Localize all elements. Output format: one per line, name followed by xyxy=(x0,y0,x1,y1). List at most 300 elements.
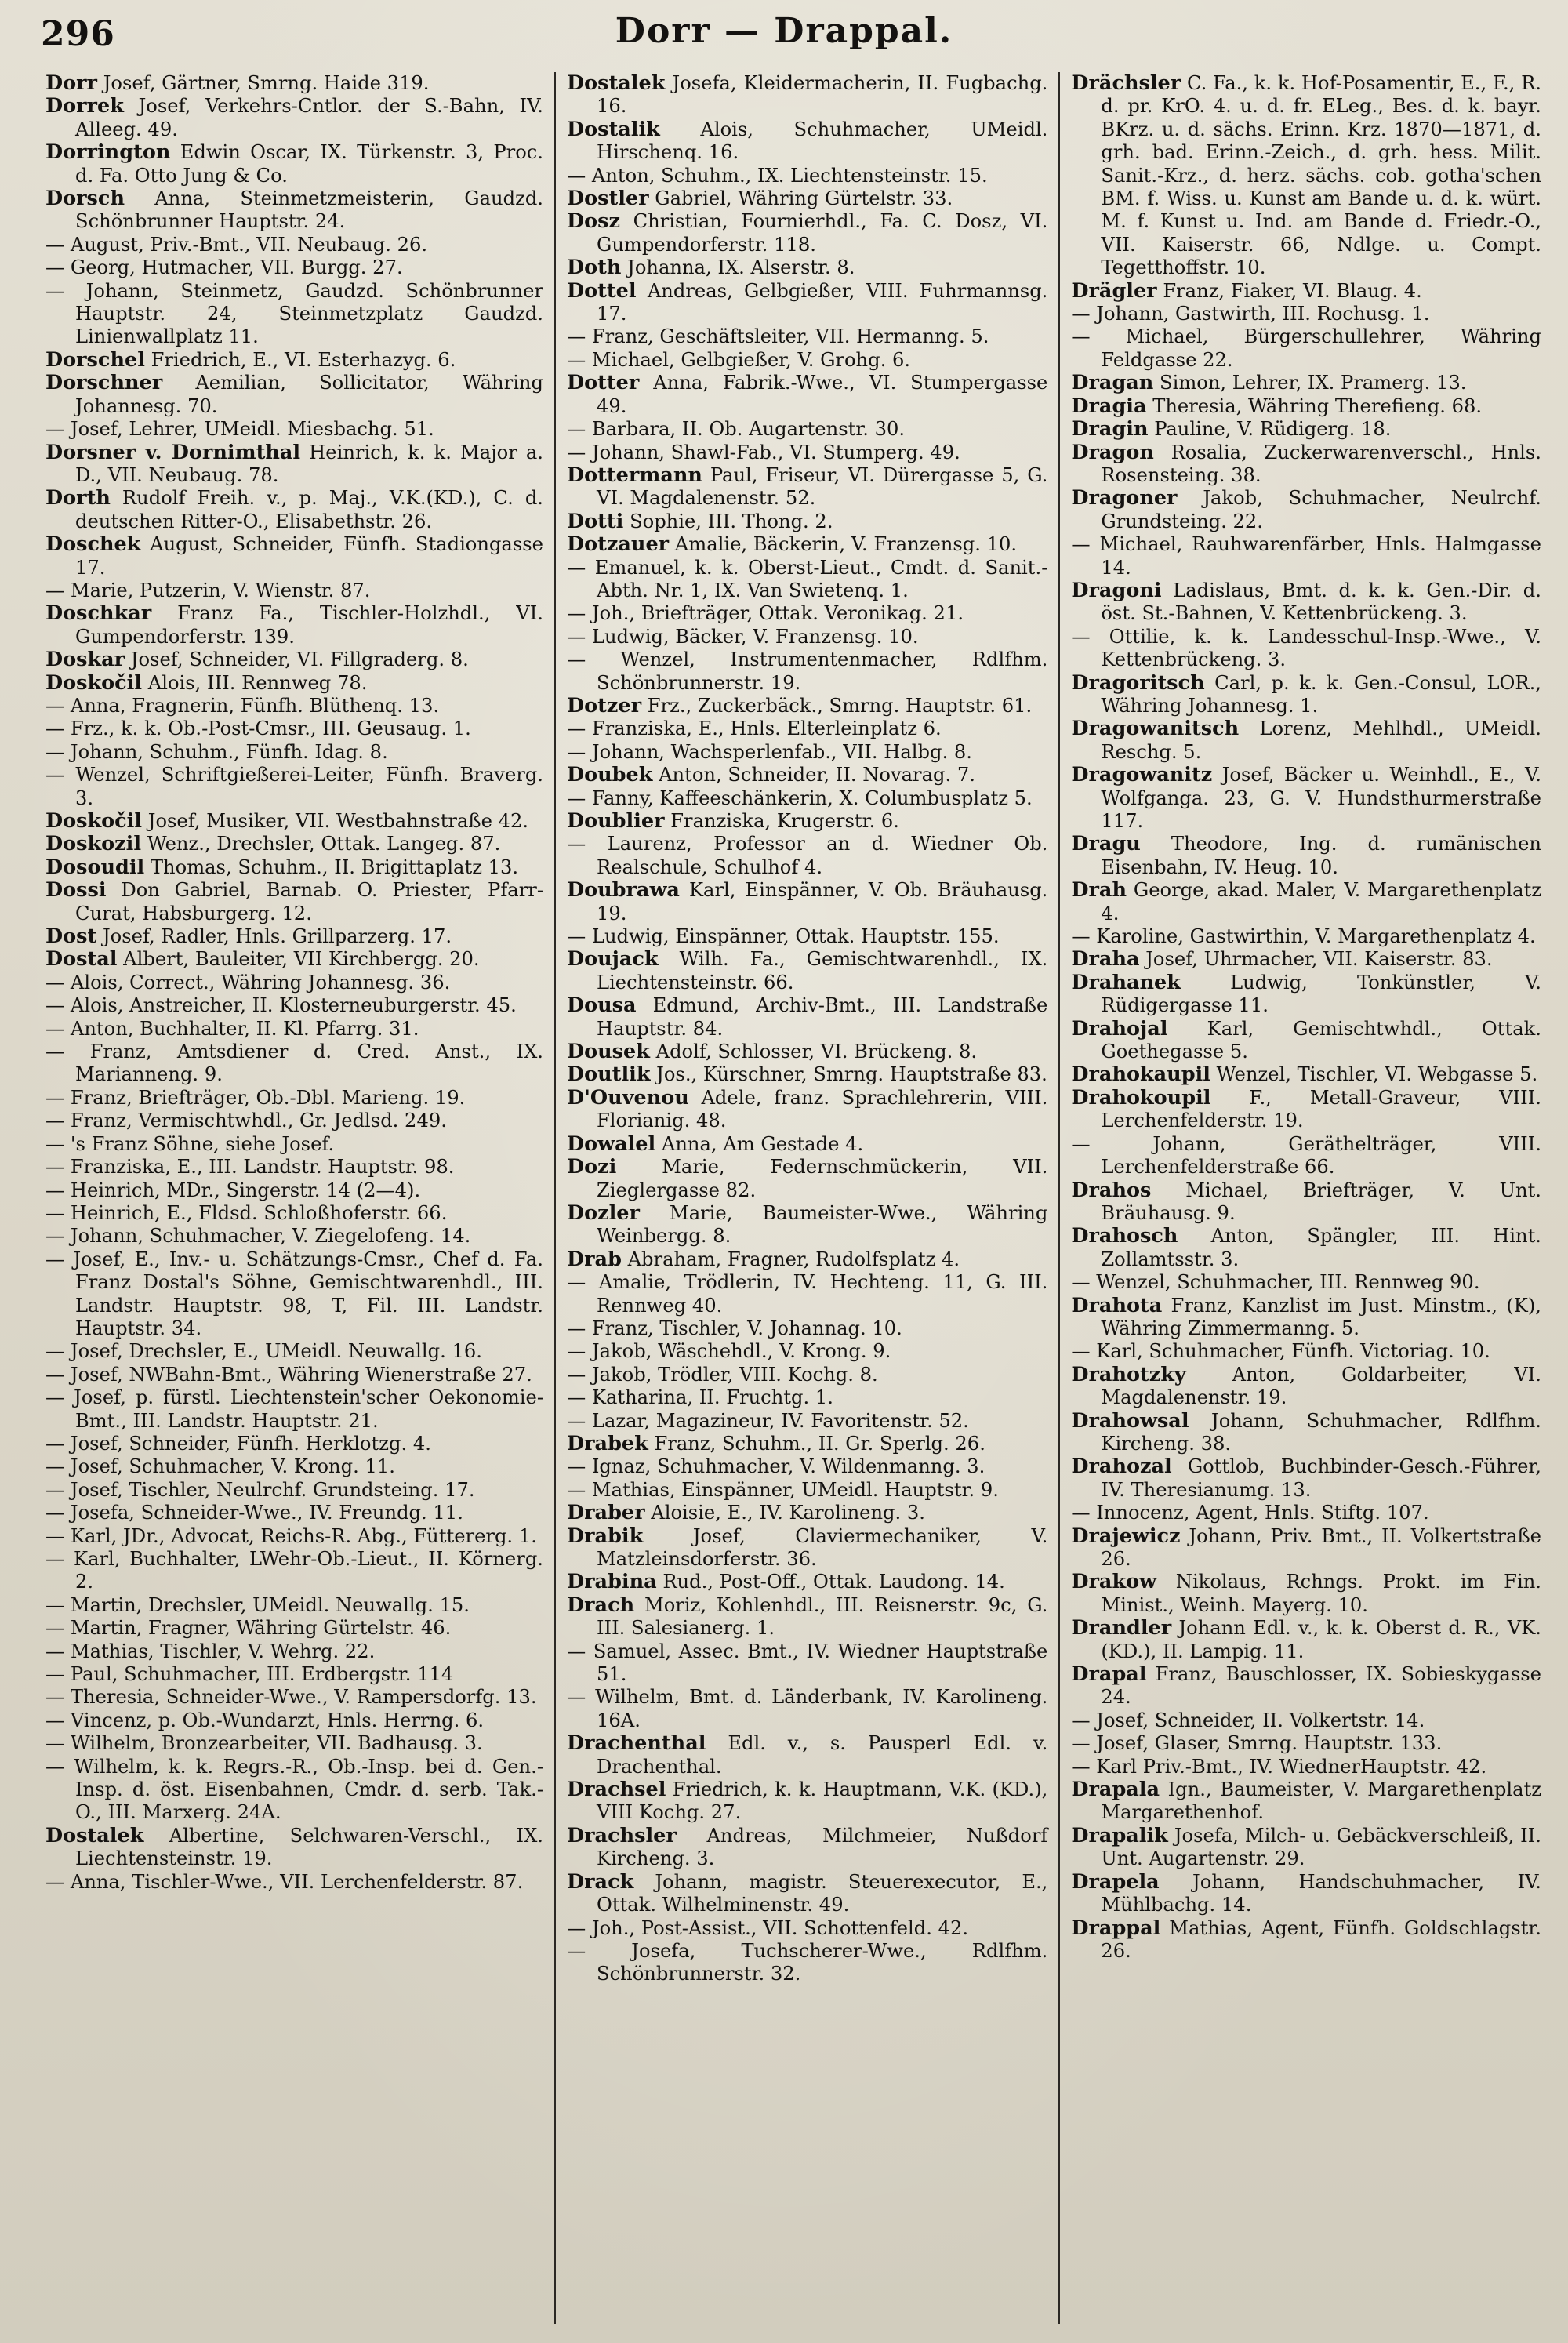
directory-entry xyxy=(567,165,1047,187)
entry-text: — Joh., Post-Assist., VII. Schottenfeld. 42. xyxy=(567,1916,969,1939)
entry-text: — Georg, Hutmacher, VII. Burgg. 27. xyxy=(45,256,403,279)
directory-entry xyxy=(45,1732,543,1755)
directory-entry xyxy=(567,1940,1047,1986)
page-number: 296 xyxy=(41,14,115,54)
entry-surname: Dostalik xyxy=(567,117,660,141)
column-2 xyxy=(554,72,1058,2324)
directory-entry xyxy=(45,234,543,256)
directory-entry xyxy=(567,948,1047,994)
directory-entry xyxy=(1071,672,1541,718)
entry-text: — Johann, Shawl-Fab., VI. Stumperg. 49. xyxy=(567,441,960,463)
directory-entry xyxy=(567,1594,1047,1640)
directory-entry xyxy=(567,879,1047,925)
directory-entry xyxy=(1071,1295,1541,1341)
entry-surname: Dorr xyxy=(45,72,97,95)
entry-text: — Franziska, E., III. Landstr. Hauptstr. 98. xyxy=(45,1156,455,1179)
directory-entry xyxy=(45,764,543,810)
directory-entry xyxy=(45,741,543,764)
directory-entry xyxy=(45,533,543,579)
entry-surname: Drächsler xyxy=(1071,72,1181,95)
entry-text: — Wenzel, Schuhmacher, III. Rennweg 90. xyxy=(1071,1271,1480,1294)
directory-entry xyxy=(567,1571,1047,1593)
entry-text: — Martin, Drechsler, UMeidl. Neuwallg. 15. xyxy=(45,1593,470,1616)
entry-surname: Dottermann xyxy=(567,463,702,487)
entry-text: Pauline, V. Rüdigerg. 18. xyxy=(1148,418,1392,441)
entry-text: — Wilhelm, k. k. Regrs.-R., Ob.-Insp. bei d. Gen.-Insp. d. öst. Eisenbahnen, Cmdr. d. serb. Tak.-O., III. Marxerg. 24A. xyxy=(45,1755,543,1824)
entry-text: — Emanuel, k. k. Oberst-Lieut., Cmdt. d. Sanit.-Abth. Nr. 1, IX. Van Swietenq. 1. xyxy=(567,556,1048,601)
entry-text: — 's Franz Söhne, siehe Josef. xyxy=(45,1132,335,1155)
entry-text: — Wilhelm, Bronzearbeiter, VII. Badhausg. 3. xyxy=(45,1732,483,1755)
directory-entry xyxy=(45,579,543,602)
directory-entry xyxy=(567,557,1047,603)
entry-surname: Drajewicz xyxy=(1071,1524,1181,1548)
entry-surname: Draha xyxy=(1071,947,1140,972)
directory-entry xyxy=(1071,372,1541,394)
entry-surname: Dragia xyxy=(1071,394,1147,418)
directory-entry xyxy=(45,1686,543,1709)
entry-surname: Doschkar xyxy=(45,601,152,626)
directory-entry xyxy=(1071,441,1541,488)
entry-text: Adele, franz. Sprachlehrerin, VIII. Florianig. 48. xyxy=(597,1086,1048,1132)
entry-text: C. Fa., k. k. Hof-Posamentir, E., F., R. d. pr. KrO. 4. u. d. fr. ELeg., Bes. d. k. bayr. BKrz. u. d. sächs. Erinn. Krz. 1870—1871, d. grh. bad. Erinn.-Zeich., d. grh. hess. Milit. Sanit.-Krz., d. herz. sächs. cob. gotha'schen BM. f. Wiss. u. Kunst am Bande u. d. k. würt. M. f. Kunst u. Ind. am Bande d. Friedr.-O., VII. Kaiserstr. 66, Ndlge. u. Compt. Tegetthoffstr. 10. xyxy=(1101,72,1541,279)
entry-surname: Dousa xyxy=(567,994,637,1018)
entry-text: Franz Fa., Tischler-Holzhdl., VI. Gumpendorferstr. 139. xyxy=(75,602,543,648)
entry-surname: Dotzauer xyxy=(567,532,670,557)
entry-text: — Mathias, Tischler, V. Wehrg. 22. xyxy=(45,1640,376,1662)
entry-text: — Johann, Gastwirth, III. Rochusg. 1. xyxy=(1071,303,1430,325)
entry-surname: Drahozal xyxy=(1071,1455,1172,1479)
entry-surname: Drahanek xyxy=(1071,970,1181,994)
entry-text: — Karl, JDr., Advocat, Reichs-R. Abg., Füttererg. 1. xyxy=(45,1524,537,1547)
directory-entry xyxy=(567,602,1047,625)
entry-text: Anton, Schneider, II. Novarag. 7. xyxy=(652,764,975,786)
directory-entry xyxy=(567,1386,1047,1409)
entry-surname: Dragu xyxy=(1071,832,1141,856)
entry-text: — Michael, Bürgerschullehrer, Währing Feldgasse 22. xyxy=(1071,325,1541,371)
entry-text: Theodore, Ing. d. rumänischen Eisenbahn, IV. Heug. 10. xyxy=(1101,833,1541,878)
entry-surname: Drahokoupil xyxy=(1071,1085,1211,1110)
directory-entry xyxy=(1071,879,1541,925)
directory-entry xyxy=(567,1433,1047,1455)
entry-text: Aloisie, E., IV. Karolineng. 3. xyxy=(644,1502,925,1524)
entry-text: — Anna, Fragnerin, Fünfh. Blüthenq. 13. xyxy=(45,694,440,717)
entry-surname: Dosz xyxy=(567,209,620,234)
entry-text: Josef, Claviermechaniker, V. Matzleinsdorferstr. 36. xyxy=(597,1524,1048,1570)
directory-entry xyxy=(1071,1410,1541,1456)
entry-text: Michael, Briefträger, V. Unt. Bräuhausg. 9. xyxy=(1101,1179,1541,1224)
entry-text: — Heinrich, E., Fldsd. Schloßhoferstr. 66. xyxy=(45,1201,448,1224)
directory-entry xyxy=(45,1179,543,1202)
entry-text: Josef, Musiker, VII. Westbahnstraße 42. xyxy=(142,810,529,832)
directory-entry xyxy=(45,1433,543,1455)
entry-surname: Dragowanitz xyxy=(1071,763,1213,787)
directory-entry xyxy=(45,602,543,648)
directory-entry xyxy=(1071,1087,1541,1133)
entry-surname: Drachsler xyxy=(567,1823,677,1847)
entry-text: Josefa, Kleidermacherin, II. Fugbachg. 16. xyxy=(597,72,1048,118)
entry-text: Simon, Lehrer, IX. Pramerg. 13. xyxy=(1153,372,1467,394)
entry-surname: Dorrek xyxy=(45,94,124,118)
entry-text: Theresia, Währing Therefieng. 68. xyxy=(1146,394,1483,417)
entry-text: Wenzel, Tischler, VI. Webgasse 5. xyxy=(1210,1063,1538,1086)
entry-text: August, Schneider, Fünfh. Stadiongasse 17. xyxy=(75,533,543,579)
entry-surname: Doth xyxy=(567,256,622,280)
directory-entry xyxy=(567,1732,1047,1778)
entry-text: — Karl Priv.-Bmt., IV. WiednerHauptstr. 42. xyxy=(1071,1755,1487,1778)
directory-entry xyxy=(45,925,543,948)
entry-text: — Anton, Buchhalter, II. Kl. Pfarrg. 31. xyxy=(45,1017,419,1040)
directory-entry xyxy=(1071,626,1541,672)
entry-text: Anton, Spängler, III. Hint. Zollamtsstr. 3. xyxy=(1101,1225,1541,1270)
directory-entry xyxy=(45,1502,543,1524)
entry-text: Aemilian, Sollicitator, Währing Johannesg. 70. xyxy=(75,372,543,417)
entry-surname: Doschek xyxy=(45,532,141,557)
directory-entry xyxy=(567,648,1047,695)
directory-entry xyxy=(567,925,1047,948)
directory-entry xyxy=(567,372,1047,418)
entry-text: Marie, Baumeister-Wwe., Währing Weinbergg. 8. xyxy=(597,1201,1048,1248)
directory-entry xyxy=(45,672,543,695)
directory-entry xyxy=(1071,72,1541,280)
entry-text: Ign., Baumeister, V. Margarethenplatz Margarethenhof. xyxy=(1101,1778,1541,1824)
entry-text: Wilh. Fa., Gemischtwarenhdl., IX. Liechtensteinstr. 66. xyxy=(597,948,1048,994)
directory-entry xyxy=(1071,325,1541,372)
entry-text: Edl. v., s. Pausperl Edl. v. Drachenthal. xyxy=(597,1732,1048,1778)
entry-surname: Drapalik xyxy=(1071,1823,1168,1847)
directory-entry xyxy=(45,1525,543,1548)
directory-entry xyxy=(567,1271,1047,1317)
entry-text: Johann Edl. v., k. k. Oberst d. R., VK. (KD.), II. Lampig. 11. xyxy=(1101,1617,1541,1662)
entry-text: Carl, p. k. k. Gen.-Consul, LOR., Währing Johannesg. 1. xyxy=(1101,671,1541,717)
entry-text: — Wenzel, Instrumentenmacher, Rdlfhm. Schönbrunnerstr. 19. xyxy=(567,648,1048,694)
entry-surname: Dossi xyxy=(45,878,107,903)
directory-entry xyxy=(1071,1871,1541,1917)
entry-surname: Drahowsal xyxy=(1071,1408,1189,1433)
entry-text: Anna, Steinmetzmeisterin, Gaudzd. Schönbrunner Hauptstr. 24. xyxy=(75,187,543,233)
directory-entry xyxy=(1071,1778,1541,1825)
entry-text: — Ignaz, Schuhmacher, V. Wildenmanng. 3. xyxy=(567,1455,985,1478)
entry-text: Alois, III. Rennweg 78. xyxy=(142,671,368,694)
entry-text: — Franz, Briefträger, Ob.-Dbl. Marieng. 19. xyxy=(45,1086,466,1109)
directory-entry xyxy=(567,1502,1047,1524)
entry-text: — Theresia, Schneider-Wwe., V. Rampersdorfg. 13. xyxy=(45,1686,537,1709)
entry-text: — Mathias, Einspänner, UMeidl. Hauptstr. 9. xyxy=(567,1478,999,1501)
directory-entry xyxy=(567,418,1047,441)
entry-text: Josefa, Milch- u. Gebäckverschleiß, II. Unt. Augartenstr. 29. xyxy=(1101,1824,1541,1870)
directory-entry xyxy=(45,280,543,349)
entry-text: — Joh., Briefträger, Ottak. Veronikag. 21. xyxy=(567,602,964,625)
entry-surname: Dorrington xyxy=(45,140,171,165)
entry-surname: Doubrawa xyxy=(567,878,680,903)
entry-text: Jos., Kürschner, Smrng. Hauptstraße 83. xyxy=(650,1063,1047,1086)
entry-surname: Dorth xyxy=(45,486,111,510)
directory-entry xyxy=(1071,1340,1541,1363)
entry-text: — Marie, Putzerin, V. Wienstr. 87. xyxy=(45,579,371,601)
directory-entry xyxy=(567,810,1047,833)
entry-surname: Dostler xyxy=(567,187,649,211)
directory-entry xyxy=(45,695,543,717)
entry-surname: Drahosch xyxy=(1071,1224,1178,1248)
directory-entry xyxy=(567,1455,1047,1478)
directory-entry xyxy=(1071,972,1541,1018)
entry-text: — Ludwig, Einspänner, Ottak. Hauptstr. 155. xyxy=(567,925,1000,948)
entry-surname: Drack xyxy=(567,1869,634,1894)
directory-entry xyxy=(45,1617,543,1640)
entry-surname: Draber xyxy=(567,1501,645,1525)
entry-surname: Drapela xyxy=(1071,1869,1160,1894)
entry-text: Josef, Verkehrs-Cntlor. der S.-Bahn, IV. Alleeg. 49. xyxy=(75,95,543,140)
entry-surname: Drahokaupil xyxy=(1071,1063,1210,1087)
directory-entry xyxy=(45,1594,543,1617)
directory-entry xyxy=(567,1041,1047,1063)
directory-entry xyxy=(1071,533,1541,579)
entry-text: — Anton, Schuhm., IX. Liechtensteinstr. 15. xyxy=(567,164,988,187)
directory-entry xyxy=(1071,1571,1541,1617)
directory-entry xyxy=(567,280,1047,326)
entry-text: Rud., Post-Off., Ottak. Laudong. 14. xyxy=(656,1571,1005,1593)
entry-text: Johanna, IX. Alserstr. 8. xyxy=(621,256,855,279)
directory-entry xyxy=(1071,764,1541,833)
entry-surname: Dragon xyxy=(1071,440,1154,464)
entry-text: — Franz, Geschäftsleiter, VII. Hermanng. 5. xyxy=(567,325,989,348)
directory-entry xyxy=(567,1640,1047,1687)
entry-surname: Doskočil xyxy=(45,670,143,695)
directory-entry xyxy=(567,1525,1047,1571)
entry-surname: Dozler xyxy=(567,1201,640,1225)
entry-text: — Alois, Correct., Währing Johannesg. 36. xyxy=(45,971,451,994)
directory-entry xyxy=(45,1340,543,1363)
entry-surname: Dorschner xyxy=(45,371,163,395)
directory-entry xyxy=(45,1087,543,1110)
entry-surname: Drahotzky xyxy=(1071,1362,1186,1386)
entry-text: — Katharina, II. Fruchtg. 1. xyxy=(567,1386,833,1409)
entry-text: Adolf, Schlosser, VI. Brückeng. 8. xyxy=(649,1041,978,1063)
entry-text: — Wenzel, Schriftgießerei-Leiter, Fünfh. Braverg. 3. xyxy=(45,764,543,809)
directory-entry xyxy=(1071,1502,1541,1524)
directory-entry xyxy=(567,1087,1047,1133)
directory-entry xyxy=(45,1663,543,1686)
entry-text: Albert, Bauleiter, VII Kirchbergg. 20. xyxy=(117,948,480,971)
entry-text: Nikolaus, Rchngs. Prokt. im Fin. Minist., Weinh. Mayerg. 10. xyxy=(1101,1571,1541,1616)
entry-text: — Ottilie, k. k. Landesschul-Insp.-Wwe., V. Kettenbrückeng. 3. xyxy=(1071,625,1541,671)
entry-text: Johann, Schuhmacher, Rdlfhm. Kircheng. 38. xyxy=(1101,1409,1541,1455)
entry-surname: Dottel xyxy=(567,278,637,303)
entry-text: — Johann, Steinmetz, Gaudzd. Schönbrunner Hauptstr. 24, Steinmetzplatz Gaudzd. Linienwallplatz 11. xyxy=(45,279,543,348)
entry-text: Franz, Schuhm., II. Gr. Sperlg. 26. xyxy=(648,1432,985,1455)
directory-entry xyxy=(567,464,1047,510)
directory-entry xyxy=(1071,1825,1541,1871)
directory-entry xyxy=(45,95,543,141)
entry-surname: Drägler xyxy=(1071,278,1157,303)
entry-text: — Barbara, II. Ob. Augartenstr. 30. xyxy=(567,418,906,441)
entry-text: Ladislaus, Bmt. d. k. k. Gen.-Dir. d. öst. St.-Bahnen, V. Kettenbrückeng. 3. xyxy=(1101,579,1541,625)
entry-text: Franziska, Krugerstr. 6. xyxy=(664,810,899,832)
entry-text: — Samuel, Assec. Bmt., IV. Wiedner Hauptstraße 51. xyxy=(567,1640,1048,1686)
directory-entry xyxy=(45,948,543,971)
entry-surname: Dragan xyxy=(1071,371,1154,395)
entry-surname: Dotter xyxy=(567,371,640,395)
entry-surname: Dotzer xyxy=(567,693,642,717)
directory-entry xyxy=(1071,717,1541,764)
entry-surname: Drakow xyxy=(1071,1570,1157,1594)
directory-entry xyxy=(1071,1271,1541,1294)
entry-surname: Drachsel xyxy=(567,1778,666,1802)
entry-text: — Josef, Lehrer, UMeidl. Miesbachg. 51. xyxy=(45,418,434,441)
entry-surname: Drahota xyxy=(1071,1293,1163,1317)
entry-text: — Lazar, Magazineur, IV. Favoritenstr. 52. xyxy=(567,1409,969,1432)
directory-entry xyxy=(1071,280,1541,303)
directory-entry xyxy=(45,141,543,187)
directory-entry xyxy=(567,1248,1047,1271)
entry-surname: Doskar xyxy=(45,648,125,672)
entry-surname: Dragoritsch xyxy=(1071,670,1205,695)
entry-text: Friedrich, k. k. Hauptmann, V.K. (KD.), VIII Kochg. 27. xyxy=(597,1778,1048,1824)
directory-entry xyxy=(1071,579,1541,626)
directory-entry xyxy=(45,1479,543,1502)
entry-text: Andreas, Milchmeier, Nußdorf Kircheng. 3. xyxy=(597,1824,1048,1870)
entry-surname: Dostal xyxy=(45,947,118,972)
directory-entry xyxy=(567,695,1047,717)
entry-text: — Josefa, Tuchscherer-Wwe., Rdlfhm. Schönbrunnerstr. 32. xyxy=(567,1939,1048,1985)
entry-surname: Drach xyxy=(567,1593,635,1617)
entry-text: Moriz, Kohlenhdl., III. Reisnerstr. 9c, G. III. Salesianerg. 1. xyxy=(597,1593,1048,1640)
entry-text: Friedrich, E., VI. Esterhazyg. 6. xyxy=(144,348,456,371)
entry-text: Rudolf Freih. v., p. Maj., V.K.(KD.), C. d. deutschen Ritter-O., Elisabethstr. 26. xyxy=(75,487,543,532)
directory-entry xyxy=(1071,925,1541,948)
entry-surname: Dost xyxy=(45,924,97,949)
entry-text: Mathias, Agent, Fünfh. Goldschlagstr. 26. xyxy=(1101,1916,1541,1962)
entry-surname: Dragowanitsch xyxy=(1071,717,1240,741)
entry-text: — Fanny, Kaffeeschänkerin, X. Columbusplatz 5. xyxy=(567,786,1033,809)
directory-entry xyxy=(567,72,1047,118)
entry-text: — Johann, Geräthelträger, VIII. Lerchenfelderstraße 66. xyxy=(1071,1132,1541,1179)
directory-entry xyxy=(567,118,1047,165)
directory-entry xyxy=(567,626,1047,648)
entry-text: — Jakob, Wäschehdl., V. Krong. 9. xyxy=(567,1340,891,1363)
directory-entry xyxy=(45,1364,543,1386)
directory-entry xyxy=(567,1686,1047,1732)
entry-surname: Drahojal xyxy=(1071,1016,1168,1041)
directory-entry xyxy=(1071,395,1541,418)
directory-entry xyxy=(45,994,543,1017)
directory-entry xyxy=(45,441,543,488)
directory-entry xyxy=(1071,303,1541,325)
entry-text: Amalie, Bäckerin, V. Franzensg. 10. xyxy=(669,533,1018,556)
entry-surname: Drahos xyxy=(1071,1178,1152,1202)
entry-surname: Dragoni xyxy=(1071,578,1162,602)
entry-text: — Laurenz, Professor an d. Wiedner Ob. Realschule, Schulhof 4. xyxy=(567,833,1048,878)
directory-entry xyxy=(567,1063,1047,1086)
entry-surname: Dowalel xyxy=(567,1132,656,1156)
entry-surname: Dostalek xyxy=(45,1823,144,1847)
entry-text: Karl, Gemischtwhdl., Ottak. Goethegasse 5. xyxy=(1101,1017,1541,1063)
directory-entry xyxy=(1071,1663,1541,1709)
directory-entry xyxy=(45,1386,543,1433)
entry-surname: Dragin xyxy=(1071,417,1149,441)
directory-entry xyxy=(567,787,1047,810)
entry-text: — Anna, Tischler-Wwe., VII. Lerchenfelderstr. 87. xyxy=(45,1870,524,1893)
entry-surname: Drachenthal xyxy=(567,1731,706,1756)
entry-surname: Drabina xyxy=(567,1570,657,1594)
entry-text: Gottlob, Buchbinder-Gesch.-Führer, IV. Theresianumg. 13. xyxy=(1101,1455,1541,1501)
directory-entry xyxy=(567,1479,1047,1502)
directory-entry xyxy=(1071,1732,1541,1755)
entry-text: — Josef, p. fürstl. Liechtenstein'scher Oekonomie-Bmt., III. Landstr. Hauptstr. 21. xyxy=(45,1386,543,1432)
entry-text: Don Gabriel, Barnab. O. Priester, Pfarr-Curat, Habsburgerg. 12. xyxy=(75,879,543,924)
directory-entry xyxy=(567,764,1047,786)
directory-entry xyxy=(1071,1018,1541,1064)
directory-entry xyxy=(1071,1525,1541,1571)
directory-entry xyxy=(1071,948,1541,971)
entry-text: Edmund, Archiv-Bmt., III. Landstraße Hauptstr. 84. xyxy=(597,994,1048,1040)
directory-entry xyxy=(567,741,1047,764)
directory-entry xyxy=(45,833,543,855)
directory-entry xyxy=(567,187,1047,210)
entry-text: — Johann, Schuhm., Fünfh. Idag. 8. xyxy=(45,740,388,763)
directory-entry xyxy=(567,325,1047,348)
entry-text: Anton, Goldarbeiter, VI. Magdalenenstr. 19. xyxy=(1101,1363,1541,1409)
directory-entry xyxy=(45,487,543,533)
entry-text: Paul, Friseur, VI. Dürergasse 5, G. VI. Magdalenenstr. 52. xyxy=(597,463,1048,510)
entry-text: — Ludwig, Bäcker, V. Franzensg. 10. xyxy=(567,625,919,648)
directory-entry xyxy=(567,1825,1047,1871)
entry-text: — Franz, Tischler, V. Johannag. 10. xyxy=(567,1317,902,1339)
directory-entry xyxy=(1071,1133,1541,1179)
entry-surname: Drah xyxy=(1071,878,1127,903)
entry-text: — Josef, Schneider, II. Volkertstr. 14. xyxy=(1071,1709,1425,1731)
entry-text: — Josef, E., Inv.- u. Schätzungs-Cmsr., Chef d. Fa. Franz Dostal's Söhne, Gemischtwarenhdl., III. Landstr. Hauptstr. 98, T, Fil. III. Landstr. Hauptstr. 34. xyxy=(45,1248,543,1339)
entry-text: — Josef, NWBahn-Bmt., Währing Wienerstraße 27. xyxy=(45,1363,532,1386)
directory-entry xyxy=(45,1548,543,1594)
directory-entry xyxy=(45,1156,543,1179)
entry-surname: Dorsner v. Dornimthal xyxy=(45,440,301,464)
directory-entry xyxy=(567,533,1047,556)
entry-text: — Karl, Buchhalter, LWehr-Ob.-Lieut., II. Körnerg. 2. xyxy=(45,1548,543,1593)
entry-surname: Dotti xyxy=(567,509,624,533)
directory-entry xyxy=(1071,1756,1541,1778)
entry-text: Josef, Schneider, VI. Fillgraderg. 8. xyxy=(125,648,469,671)
directory-entry xyxy=(567,1778,1047,1825)
directory-entry xyxy=(45,1640,543,1663)
directory-entry xyxy=(45,1756,543,1825)
entry-text: Franz, Kanzlist im Just. Minstm., (K), Währing Zimmermanng. 5. xyxy=(1101,1294,1541,1339)
entry-text: Josef, Gärtner, Smrng. Haide 319. xyxy=(97,72,430,94)
directory-entry xyxy=(45,856,543,879)
entry-surname: Doskozil xyxy=(45,832,142,856)
entry-text: — Martin, Fragner, Währing Gürtelstr. 46. xyxy=(45,1617,452,1640)
entry-surname: Drab xyxy=(567,1247,622,1271)
entry-surname: Drappal xyxy=(1071,1916,1161,1940)
entry-text: Sophie, III. Thong. 2. xyxy=(623,510,833,532)
entry-text: Karl, Einspänner, V. Ob. Bräuhausg. 19. xyxy=(597,879,1048,924)
entry-text: — Karoline, Gastwirthin, V. Margarethenplatz 4. xyxy=(1071,925,1536,948)
directory-entry xyxy=(1071,1225,1541,1271)
directory-entry xyxy=(45,1248,543,1341)
directory-entry xyxy=(45,418,543,441)
directory-entry xyxy=(45,810,543,833)
entry-text: Wenz., Drechsler, Ottak. Langeg. 87. xyxy=(141,833,501,855)
directory-entry xyxy=(45,1202,543,1225)
directory-entry xyxy=(567,1917,1047,1940)
directory-entry xyxy=(567,833,1047,879)
entry-text: — August, Priv.-Bmt., VII. Neubaug. 26. xyxy=(45,233,428,256)
directory-entry xyxy=(1071,1364,1541,1410)
entry-text: — Josef, Schuhmacher, V. Krong. 11. xyxy=(45,1455,395,1478)
entry-text: Alois, Schuhmacher, UMeidl. Hirschenq. 16. xyxy=(597,118,1048,164)
entry-text: Frz., Zuckerbäck., Smrng. Hauptstr. 61. xyxy=(641,694,1033,717)
directory-entry xyxy=(1071,1179,1541,1226)
entry-surname: Dragoner xyxy=(1071,486,1178,510)
